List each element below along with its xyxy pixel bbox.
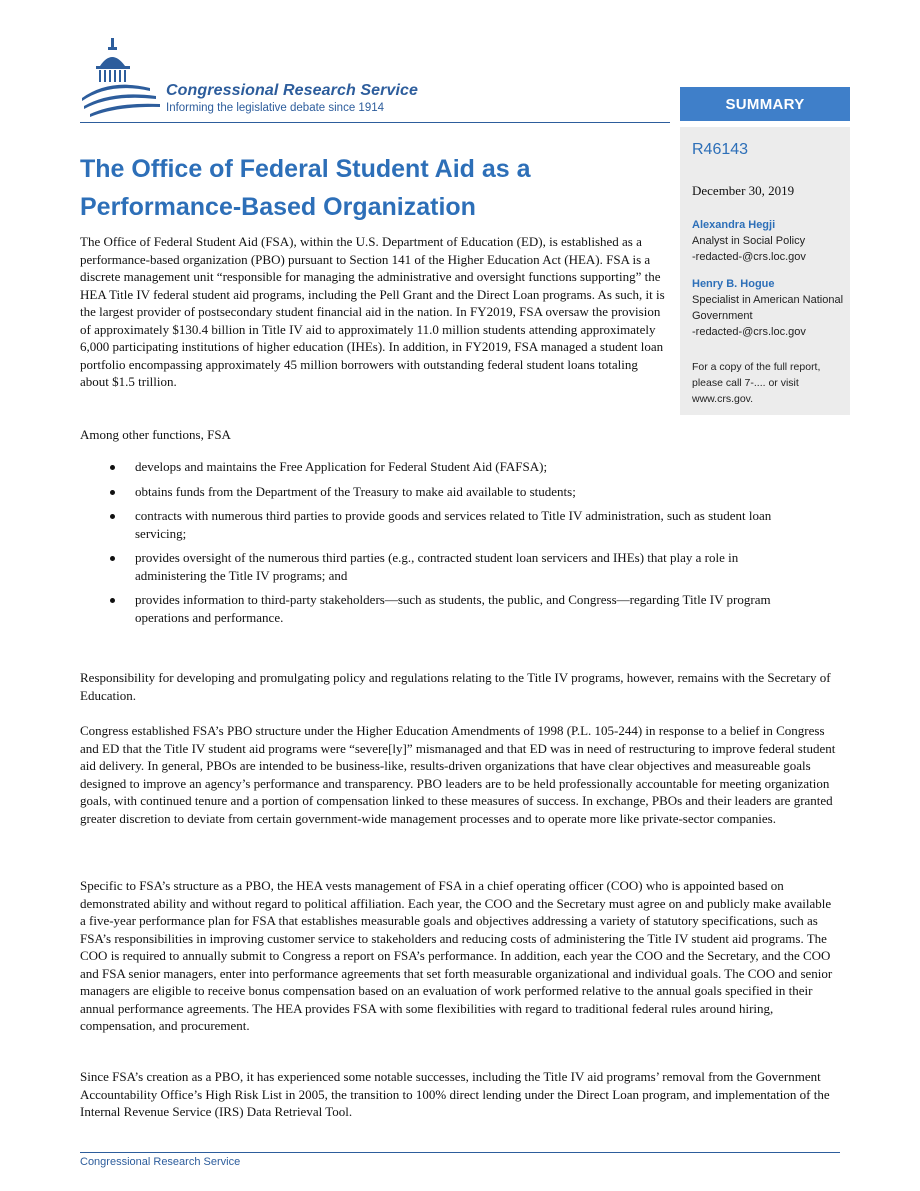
document-title: The Office of Federal Student Aid as a Performance-Based Organization <box>80 155 531 221</box>
author-block <box>692 276 852 340</box>
list-item: obtains funds from the Department of the Treasury to make aid available to students; <box>108 483 798 501</box>
list-item: provides information to third-party stakeholders—such as students, the public, and Congress—regarding Title IV program operations and performance. <box>108 591 798 626</box>
org-tagline: Informing the legislative debate since 1914 <box>166 102 385 114</box>
functions-lead: Among other functions, FSA <box>80 427 231 442</box>
org-name: Congressional Research Service <box>166 82 419 99</box>
successes-paragraph: Since FSA’s creation as a PBO, it has experienced some notable successes, including the Title IV aid programs’ removal from the Government Accountability Office’s High Risk List in 2005, the transition to 100% direct lending under the Direct Loan program, and implementation of the Internal Revenue Service (IRS) Data Retrieval Tool. <box>80 1069 830 1119</box>
author-name: Alexandra Hegji <box>692 219 776 231</box>
header-divider <box>80 122 670 123</box>
author-email[interactable]: -redacted-@crs.loc.gov <box>692 326 806 338</box>
list-item: develops and maintains the Free Application for Federal Student Aid (FAFSA); <box>108 458 798 476</box>
list-item: contracts with numerous third parties to provide goods and services related to Title IV administration, such as student loan servicing; <box>108 507 798 542</box>
crs-logo <box>80 36 480 120</box>
author-role: Specialist in American National Government <box>692 294 844 322</box>
list-item: provides oversight of the numerous third parties (e.g., contracted student loan servicers and IHEs) that play a role in administering the Title IV programs; and <box>108 549 798 584</box>
capitol-dome-icon <box>80 36 164 120</box>
report-date: December 30, 2019 <box>692 183 795 198</box>
policy-paragraph: Responsibility for developing and promulgating policy and regulations relating to the Title IV programs, however, remains with the Secretary of Education. <box>80 670 831 703</box>
summary-sidebar <box>680 87 850 415</box>
author-block <box>692 217 852 265</box>
author-email[interactable]: -redacted-@crs.loc.gov <box>692 251 806 263</box>
intro-paragraph: The Office of Federal Student Aid (FSA), within the U.S. Department of Education (ED), is established as a performance-based organization (PBO) pursuant to Section 141 of the Higher Education Act (HEA). FSA is a discrete management unit “responsible for managing the administrative and oversight functions supporting” the HEA Title IV federal student aid programs, including the Pell Grant and the Direct Loan programs. As such, it is the largest provider of postsecondary student financial aid in the nation. In FY2019, FSA oversaw the provision of approximately $130.4 billion in Title IV aid to approximately 11.0 million students attending approximately 6,000 participating institutions of higher education (IHEs). In addition, in FY2019, FSA managed a student loan portfolio encompassing approximately 45 million borrowers with outstanding federal student loans totaling about $1.5 trillion. <box>80 234 665 389</box>
sidebar-gap <box>680 121 850 127</box>
functions-list <box>108 458 798 633</box>
footer-divider <box>80 1152 840 1153</box>
report-number: R46143 <box>692 141 749 158</box>
coo-paragraph: Specific to FSA’s structure as a PBO, the HEA vests management of FSA in a chief operating officer (COO) who is appointed based on demonstrated ability and without regard to political affiliation. Each year, the COO and the Secretary must agree on and publicly make available a five-year performance plan for FSA that establishes measurable goals and objectives addressing a variety of statutory specifications, such as FSA’s responsibilities in improving customer service to stakeholders and reducing costs of administering the Title IV student aid programs. The COO is required to annually submit to Congress a report on FSA’s performance. In addition, each year the COO and the Secretary, and the COO and FSA senior managers, enter into performance agreements that set forth measurable organizational and individual goals. The COO and senior managers are eligible to receive bonus compensation based on an evaluation of work performed relative to the annual goals specified in their annual performance agreements. The HEA provides FSA with some flexibilities with regard to traditional federal rules around hiring, compensation, and procurement. <box>80 878 833 1033</box>
full-report-note: For a copy of the full report, please call 7-.... or visit www.crs.gov. <box>692 361 821 405</box>
author-name: Henry B. Hogue <box>692 278 775 290</box>
summary-label: SUMMARY <box>680 87 850 121</box>
author-role: Analyst in Social Policy <box>692 235 806 247</box>
pbo-structure-paragraph: Congress established FSA’s PBO structure under the Higher Education Amendments of 1998 (P.L. 105-244) in response to a belief in Congress and ED that the Title IV student aid programs were “severe[ly]” mismanaged and that ED was in need of restructuring to improve federal student aid delivery. In general, PBOs are intended to be business-like, results-driven organizations that have clear objectives and measureable goals designed to improve an agency’s performance and transparency. PBO leaders are to be held professionally accountable for meeting organization goals, with continued tenure and a portion of compensation linked to these measures of success. In exchange, PBOs and their leaders are granted greater discretion to deviate from certain government-wide management processes and to operate more like private-sector companies. <box>80 723 836 826</box>
footer-label: Congressional Research Service <box>80 1156 241 1168</box>
